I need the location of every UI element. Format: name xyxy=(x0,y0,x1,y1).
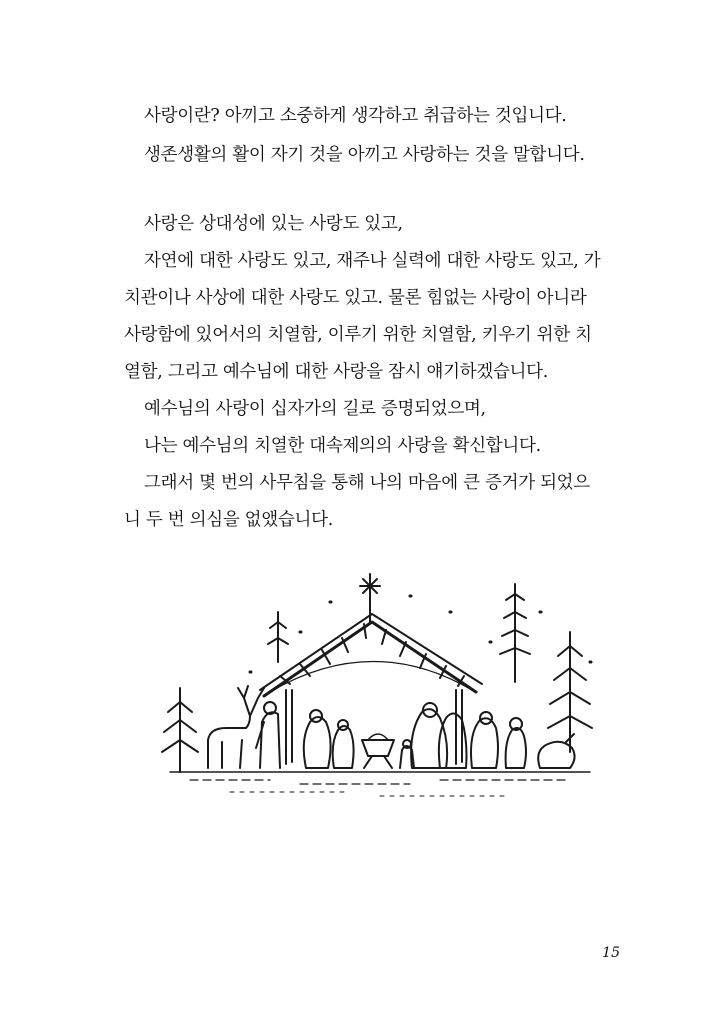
text-line: 생존생활의 활이 자기 것을 아끼고 사랑하는 것을 말합니다. xyxy=(144,145,585,165)
text-line: 그래서 몇 번의 사무침을 통해 나의 마음에 큰 증거가 되었으 xyxy=(144,473,590,493)
text-line: 열함, 그리고 예수님에 대한 사랑을 잠시 얘기하겠습니다. xyxy=(124,362,549,382)
text-line: 사랑은 상대성에 있는 사랑도 있고, xyxy=(144,214,403,234)
text-line: 나는 예수님의 치열한 대속제의의 사랑을 확신합니다. xyxy=(144,436,541,456)
text-line: 치관이나 사상에 대한 사랑도 있고. 물론 힘없는 사랑이 아니라 xyxy=(124,288,587,308)
text-line: 니 두 번 의심을 없앴습니다. xyxy=(124,510,333,530)
page-number: 15 xyxy=(602,945,620,961)
text-line: 사랑함에 있어서의 치열함, 이루기 위한 치열함, 키우기 위한 치 xyxy=(124,325,592,345)
text-line: 자연에 대한 사랑도 있고, 재주나 실력에 대한 사랑도 있고, 가 xyxy=(144,251,601,271)
text-line: 예수님의 사랑이 십자가의 길로 증명되었으며, xyxy=(144,399,486,419)
text-line: 사랑이란? 아끼고 소중하게 생각하고 취급하는 것입니다. xyxy=(144,106,567,126)
nativity-scene-icon xyxy=(150,572,610,812)
